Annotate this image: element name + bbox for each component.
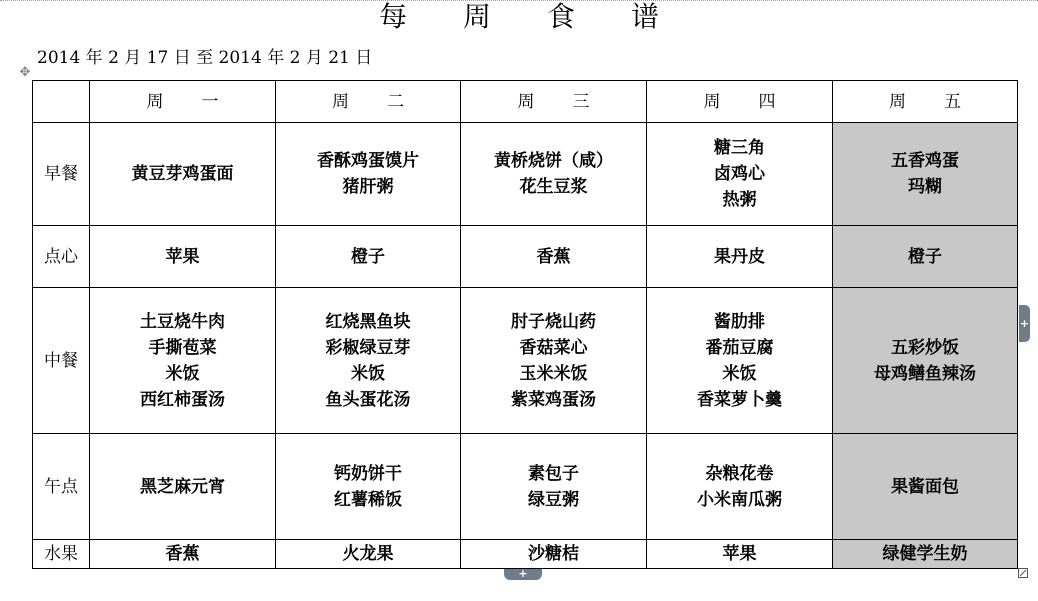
meal-label[interactable]: 点心: [33, 226, 90, 288]
title-char: 每: [378, 0, 407, 33]
dish-name: 钙奶饼干: [334, 463, 402, 484]
dish-name: 果丹皮: [714, 246, 765, 267]
dish-name: 热粥: [722, 190, 757, 210]
dish-name: 米饭: [722, 363, 757, 384]
dish-name: 火龙果: [342, 544, 394, 564]
menu-cell[interactable]: [90, 123, 276, 226]
dish-name: 绿健学生奶: [882, 544, 968, 564]
menu-cell[interactable]: [461, 540, 647, 569]
meal-label[interactable]: 水果: [33, 540, 90, 569]
day-header-fri[interactable]: 周 五: [833, 81, 1018, 123]
dish-name: 香蕉: [165, 544, 200, 564]
dish-name: 香菇菜心: [519, 337, 588, 358]
date-range: 2014 年 2 月 17 日 至 2014 年 2 月 21 日: [37, 48, 373, 68]
dish-name: 绿豆粥: [528, 489, 579, 510]
plus-icon: +: [518, 567, 528, 580]
dish-name: 米饭: [165, 363, 200, 384]
title-char: 周: [462, 0, 491, 33]
dish-name: 肘子烧山药: [511, 311, 596, 332]
table-resize-handle-icon[interactable]: [1018, 568, 1028, 578]
menu-cell[interactable]: [276, 540, 461, 569]
dish-name: 香酥鸡蛋馍片: [317, 151, 419, 171]
page-title: [0, 0, 1038, 34]
dish-name: 手撕苞菜: [148, 337, 217, 358]
dish-name: 香蕉: [536, 246, 571, 267]
menu-cell[interactable]: [647, 123, 833, 226]
menu-cell[interactable]: [90, 226, 276, 288]
menu-cell[interactable]: [833, 434, 1018, 540]
menu-cell[interactable]: [833, 226, 1018, 288]
meal-row-snack: [33, 226, 1018, 288]
dish-name: 花生豆浆: [519, 177, 588, 197]
dish-name: 糖三角: [714, 138, 765, 158]
dish-name: 番茄豆腐: [705, 337, 774, 358]
dish-name: 紫菜鸡蛋汤: [511, 389, 596, 410]
dish-name: 素包子: [528, 463, 579, 484]
menu-cell[interactable]: [461, 288, 647, 434]
dish-name: 五彩炒饭: [891, 337, 959, 358]
meal-row-lunch: [33, 288, 1018, 434]
dish-name: 卤鸡心: [714, 164, 765, 184]
dish-name: 果酱面包: [891, 476, 959, 497]
menu-cell[interactable]: [276, 288, 461, 434]
dish-name: 米饭: [351, 363, 385, 384]
title-char: 食: [547, 0, 576, 33]
dish-name: 黄豆芽鸡蛋面: [131, 164, 234, 184]
day-header-tue[interactable]: 周 二: [276, 81, 461, 123]
add-row-button[interactable]: [504, 569, 542, 580]
header-row: [33, 81, 1018, 123]
dish-name: 五香鸡蛋: [891, 151, 959, 171]
dish-name: 橙子: [351, 246, 385, 267]
menu-cell[interactable]: [461, 226, 647, 288]
table-move-handle-icon[interactable]: ✥: [19, 65, 31, 80]
meal-label[interactable]: 中餐: [33, 288, 90, 434]
meal-label[interactable]: 早餐: [33, 123, 90, 226]
menu-cell[interactable]: [647, 288, 833, 434]
dish-name: 苹果: [165, 246, 200, 267]
dish-name: 西红柿蛋汤: [140, 389, 225, 410]
dish-name: 玉米米饭: [519, 363, 588, 384]
add-column-button[interactable]: [1019, 305, 1030, 342]
day-header-thu[interactable]: 周 四: [647, 81, 833, 123]
menu-cell[interactable]: [276, 434, 461, 540]
dish-name: 沙糖桔: [528, 544, 579, 564]
dish-name: 酱肋排: [714, 311, 765, 332]
dish-name: 黄桥烧饼（咸）: [494, 151, 613, 171]
dish-name: 香菜萝卜羹: [697, 389, 782, 410]
dish-name: 玛糊: [908, 177, 942, 197]
menu-cell[interactable]: [833, 540, 1018, 569]
title-char: 谱: [631, 0, 660, 33]
menu-cell[interactable]: [276, 226, 461, 288]
dish-name: 苹果: [722, 544, 757, 564]
dish-name: 母鸡鳝鱼辣汤: [874, 363, 976, 384]
menu-cell[interactable]: [461, 123, 647, 226]
menu-cell[interactable]: [90, 288, 276, 434]
dish-name: 杂粮花卷: [705, 463, 774, 484]
day-header-mon[interactable]: 周 一: [90, 81, 276, 123]
meal-row-fruit: [33, 540, 1018, 569]
meal-label[interactable]: 午点: [33, 434, 90, 540]
day-header-wed[interactable]: 周 三: [461, 81, 647, 123]
dish-name: 猪肝粥: [342, 177, 394, 197]
menu-cell[interactable]: [647, 540, 833, 569]
dish-name: 红烧黑鱼块: [325, 311, 411, 332]
dish-name: 黑芝麻元宵: [140, 476, 225, 497]
plus-icon: +: [1019, 317, 1030, 330]
menu-cell[interactable]: [647, 434, 833, 540]
dish-name: 红薯稀饭: [334, 489, 402, 510]
menu-cell[interactable]: [461, 434, 647, 540]
dish-name: 橙子: [908, 246, 942, 267]
dish-name: 土豆烧牛肉: [140, 311, 225, 332]
menu-cell[interactable]: [90, 434, 276, 540]
menu-cell[interactable]: [90, 540, 276, 569]
meal-row-breakfast: [33, 123, 1018, 226]
menu-cell[interactable]: [647, 226, 833, 288]
dish-name: 鱼头蛋花汤: [325, 389, 411, 410]
weekly-menu-table: [32, 80, 1018, 569]
dish-name: 彩椒绿豆芽: [325, 337, 411, 358]
dish-name: 小米南瓜粥: [697, 489, 782, 510]
corner-cell[interactable]: [33, 81, 90, 123]
meal-row-afternoon-snack: [33, 434, 1018, 540]
menu-cell[interactable]: [833, 123, 1018, 226]
menu-cell[interactable]: [276, 123, 461, 226]
menu-cell[interactable]: [833, 288, 1018, 434]
